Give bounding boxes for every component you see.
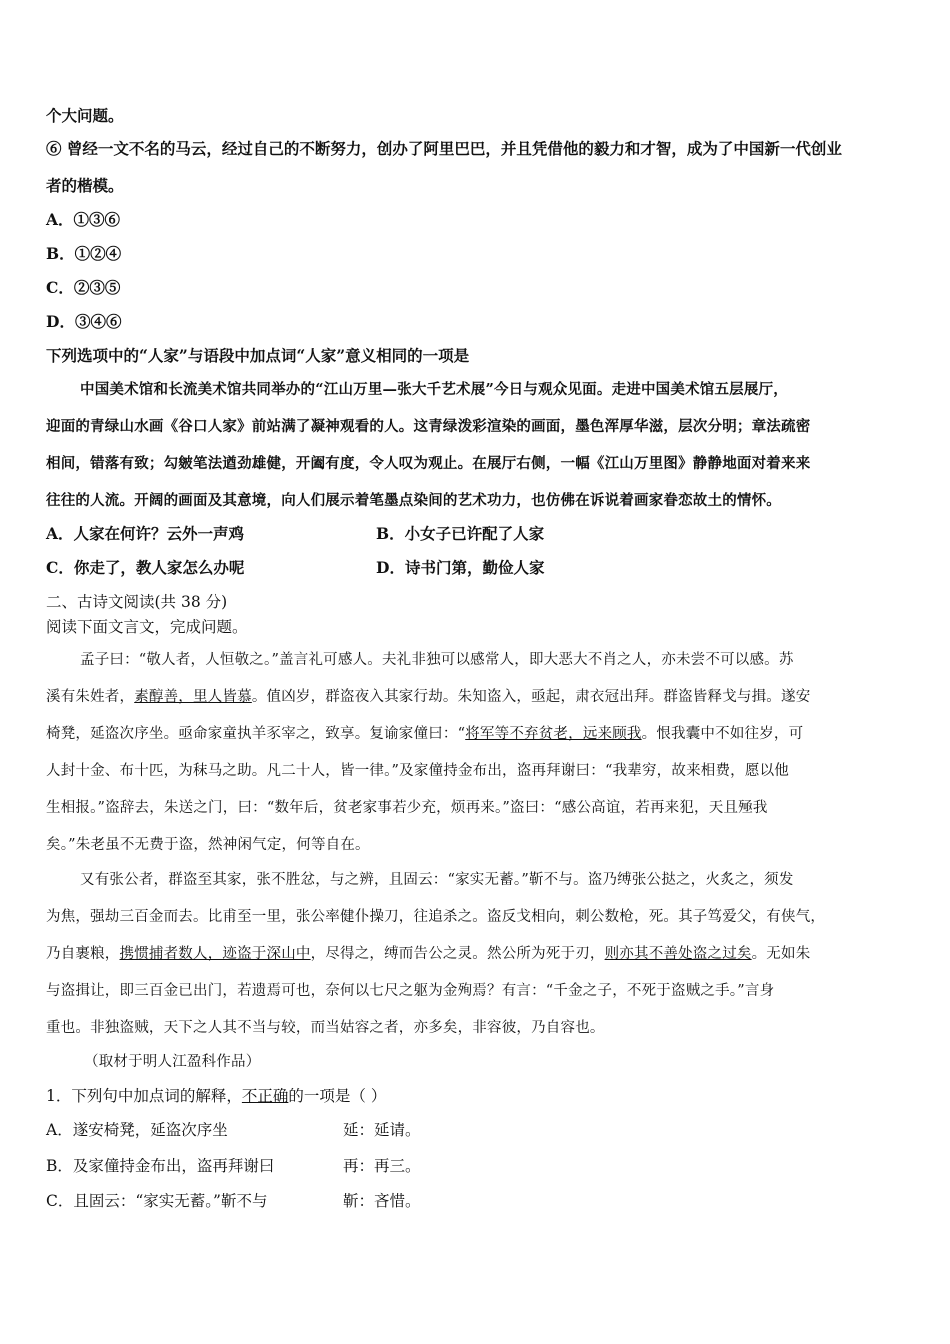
renjia-option-a[interactable]: A．人家在何许？云外一声鸡: [46, 524, 245, 543]
q1-stem: 1．下列句中加点词的解释，不正确的一项是（ ）: [46, 1087, 387, 1105]
renjia-passage-line-2: 迎面的青绿山水画《谷口人家》前站满了凝神观看的人。这青绿泼彩渲染的画面，墨色浑厚华滋，层次分明；章法疏密: [46, 418, 811, 435]
prev-option-d[interactable]: D．③④⑥: [46, 312, 122, 331]
q1-option-b-gloss: 再：再三。: [343, 1157, 421, 1175]
passage1-line-3: 椅凳，延盗次序坐。亟命家童执羊豕宰之，致享。复谕家僮曰：“将军等不弃贫老，远来顾我。恨我囊中不如往岁，可: [46, 726, 804, 742]
prev-question-line-2: ⑥ 曾经一文不名的马云，经过自己的不断努力，创办了阿里巴巴，并且凭借他的毅力和才智，成为了中国新一代创业: [46, 139, 842, 158]
passage1-line-4: 人封十金、布十匹，为秣马之助。凡二十人，皆一律。”及家僮持金布出，盗再拜谢曰：“我辈穷，故来相费，愿以他: [46, 763, 789, 779]
underlined-phrase: 携惯捕者数人，迹盗于深山中: [119, 946, 311, 962]
prev-question-line-3: 者的楷模。: [46, 176, 124, 195]
passage2-line-1: 又有张公者，群盗至其家，张不胜忿，与之辨，且固云：“家实无蓄。”靳不与。盗乃缚张公挞之，火炙之，须发: [80, 872, 794, 888]
passage-source: （取材于明人江盈科作品）: [84, 1054, 261, 1070]
underlined-phrase: 素醇善，里人皆慕: [134, 689, 252, 705]
renjia-option-b[interactable]: B．小女子已许配了人家: [376, 524, 545, 543]
passage2-line-2: 为焦，强劫三百金而去。比甫至一里，张公率健仆操刀，往追杀之。盗反戈相向，刺公数枪，死。其子笃爱父，有侠气，: [46, 909, 826, 925]
prev-option-c[interactable]: C．②③⑤: [46, 278, 121, 297]
underlined-phrase: 将军等不弃贫老，远来顾我: [465, 726, 642, 742]
q1-option-c-gloss: 靳：吝惜。: [343, 1192, 421, 1210]
prev-option-a[interactable]: A．①③⑥: [46, 210, 121, 229]
passage1-line-2: 溪有朱姓者，素醇善，里人皆慕。值凶岁，群盗夜入其家行劫。朱知盗入，亟起，肃衣冠出拜。群盗皆释戈与揖。遂安: [46, 689, 811, 705]
renjia-question-stem: 下列选项中的“人家”与语段中加点词“人家”意义相同的一项是: [46, 346, 470, 365]
section-heading: 二、古诗文阅读(共 38 分): [46, 593, 228, 611]
q1-option-a-gloss: 延：延请。: [343, 1121, 421, 1139]
q1-option-a[interactable]: A．遂安椅凳，延盗次序坐: [46, 1121, 228, 1139]
prev-option-b[interactable]: B．①②④: [46, 244, 122, 263]
passage1-line-5: 生相报。”盗辞去，朱送之门，曰：“数年后，贫老家事若少充，烦再来。”盗曰：“感公高谊，若再来犯，天且殛我: [46, 800, 768, 816]
passage2-line-3: 乃自裹粮，携惯捕者数人，迹盗于深山中，尽得之，缚而告公之灵。然公所为死于刃，则亦其不善处盗之过矣。无如朱: [46, 946, 811, 962]
section-instruction: 阅读下面文言文，完成问题。: [46, 618, 248, 636]
renjia-option-c[interactable]: C．你走了，教人家怎么办呢: [46, 558, 245, 577]
q1-option-c[interactable]: C．且固云：“家实无蓄。”靳不与: [46, 1192, 268, 1210]
passage1-line-6: 矣。”朱老虽不无费于盗，然神闲气定，何等自在。: [46, 837, 370, 853]
underlined-phrase: 则亦其不善处盗之过矣: [604, 946, 752, 962]
passage2-line-4: 与盗揖让，即三百金已出门，若遗焉可也，奈何以七尺之躯为金殉焉？有言：“千金之子，不死于盗贼之手。”言身: [46, 983, 775, 999]
renjia-passage-line-3: 相间，错落有致；勾皴笔法遒劲雄健，开阖有度，令人叹为观止。在展厅右侧，一幅《江山万里图》静静地面对着来来: [46, 455, 811, 472]
q1-option-b[interactable]: B．及家僮持金布出，盗再拜谢曰: [46, 1157, 275, 1175]
passage2-line-5: 重也。非独盗贼，天下之人其不当与较，而当姑容之者，亦多矣，非容彼，乃自容也。: [46, 1020, 605, 1036]
prev-question-line-1: 个大问题。: [46, 106, 124, 125]
passage1-line-1: 孟子曰：“敬人者，人恒敬之。”盖言礼可感人。夫礼非独可以感常人，即大恶大不肖之人，亦未尝不可以感。苏: [80, 652, 794, 668]
renjia-option-d[interactable]: D．诗书门第，勤俭人家: [376, 558, 545, 577]
renjia-passage-line-4: 往往的人流。开阔的画面及其意境，向人们展示着笔墨点染间的艺术功力，也仿佛在诉说着画家眷恋故土的情怀。: [46, 492, 781, 509]
renjia-passage-line-1: 中国美术馆和长流美术馆共同举办的“江山万里—张大千艺术展”今日与观众见面。走进中国美术馆五层展厅，: [80, 381, 788, 398]
